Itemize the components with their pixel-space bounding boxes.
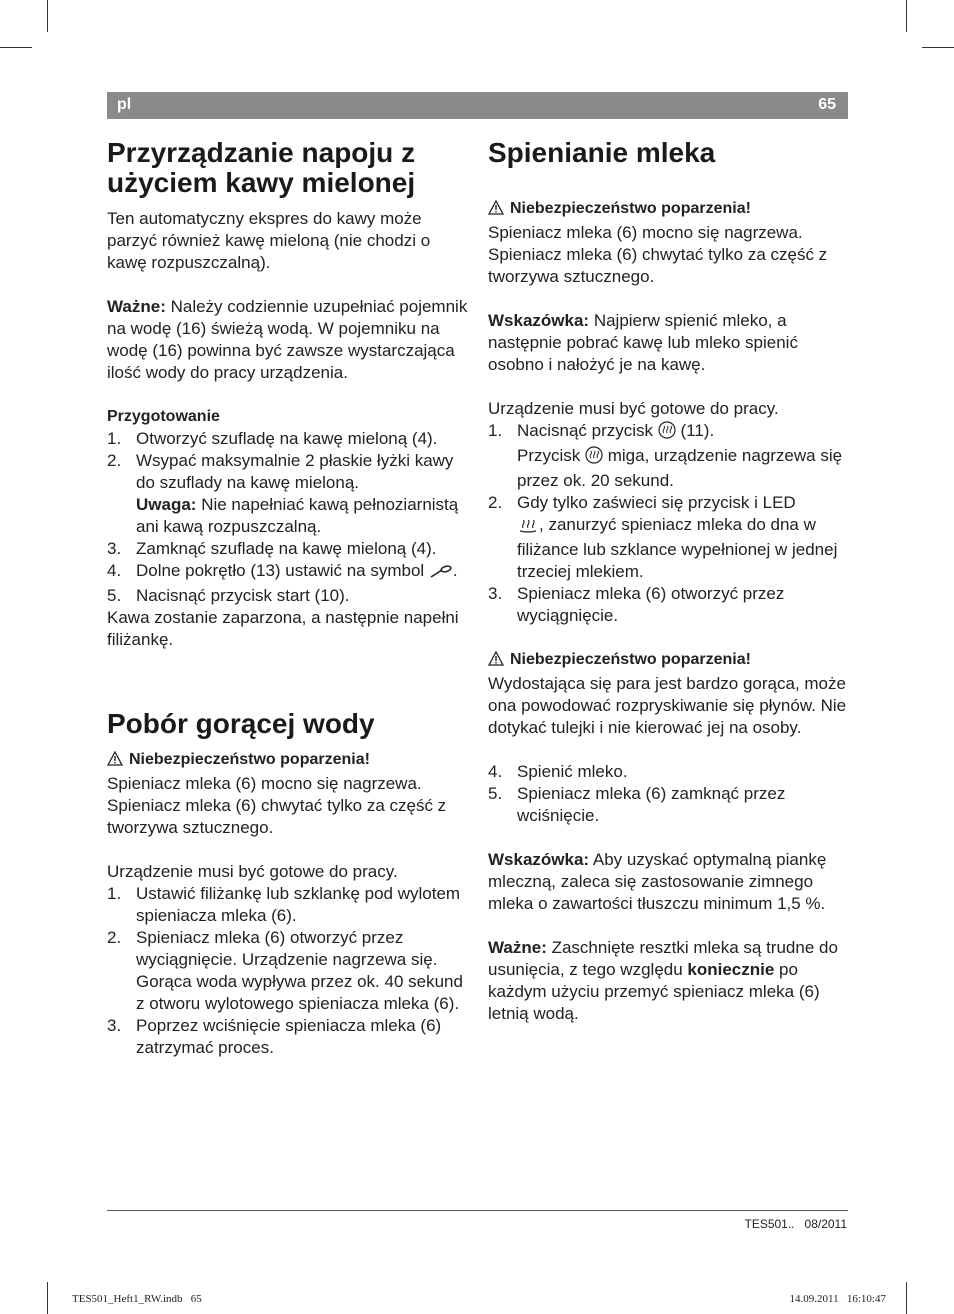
preparation-heading: Przygotowanie <box>107 408 220 425</box>
warning-label: Niebezpieczeństwo poparzenia! <box>129 751 370 768</box>
ready-note: Urządzenie musi być gotowe do pracy. <box>107 862 398 881</box>
section-title-hot-water: Pobór gorącej wody <box>107 708 375 739</box>
list-item <box>107 883 469 927</box>
step-number: 2. <box>107 928 122 947</box>
tip-label: Wskazówka: <box>488 850 590 869</box>
crop-mark <box>922 47 954 48</box>
hot-water-steps <box>107 883 469 1059</box>
milk-froth-steps-continued <box>488 761 850 827</box>
step-text: (11). <box>675 421 715 440</box>
important-text: Należy codziennie uzupełniać pojemnik na wodę (16) świeżą wodą. W pojemniku na wodę (16) powinna być zawsze wystarczająca ilość wody do pracy urządzenia. <box>107 297 468 382</box>
crop-mark <box>0 47 32 48</box>
warning-text: Spieniacz mleka (6) mocno się nagrzewa. Spieniacz mleka (6) chwytać tylko za część z tworzywa sztucznego. <box>488 223 828 286</box>
step-text: Gdy tylko zaświeci się przycisk i LED <box>517 493 796 512</box>
important-text: Zaschnięte resztki mleka są trudne do usunięcia, z tego względu <box>488 938 838 979</box>
list-item <box>107 585 469 607</box>
important-emphasis: koniecznie <box>687 960 775 979</box>
warning-label: Niebezpieczeństwo poparzenia! <box>510 651 751 668</box>
step-number: 1. <box>107 429 122 448</box>
step-text: Spieniacz mleka (6) otworzyć przez wyciągnięcie. <box>517 584 785 625</box>
warning-heading <box>488 198 850 222</box>
caution-text: Nie napełniać kawą pełnoziarnistą ani kawą rozpuszczalną. <box>136 495 459 536</box>
warning-text: Wydostająca się para jest bardzo gorąca, może ona powodować rozpryskiwanie się płynów. Nie dotykać tulejki i nie kierować jej na osoby. <box>488 674 847 737</box>
ready-note: Urządzenie musi być gotowe do pracy. <box>488 399 779 418</box>
step-number: 4. <box>488 762 503 781</box>
step-text: , zanurzyć spieniacz mleka do dna w filiżance lub szklance wypełnionej w jednej trzeciej mlekiem. <box>517 515 838 581</box>
list-item <box>107 428 469 450</box>
step-number: 2. <box>488 493 503 512</box>
steam-button-icon <box>585 446 603 470</box>
step-number: 3. <box>107 1016 122 1035</box>
tip-note <box>488 849 850 915</box>
warning-text: Spieniacz mleka (6) mocno się nagrzewa. Spieniacz mleka (6) chwytać tylko za część z tworzywa sztucznego. <box>107 774 447 837</box>
model-date: TES501.. 08/2011 <box>744 1217 847 1231</box>
important-note <box>107 296 469 384</box>
step-number: 4. <box>107 561 122 580</box>
tip-text: Najpierw spienić mleko, a następnie pobrać kawę lub mleko spienić osobno i nałożyć je na kawę. <box>488 311 798 374</box>
list-item <box>488 492 850 583</box>
step-text: Wsypać maksymalnie 2 płaskie łyżki kawy do szuflady na kawę mieloną. <box>136 451 454 492</box>
crop-mark <box>47 1282 48 1314</box>
list-item <box>107 560 469 585</box>
important-label: Ważne: <box>488 938 547 957</box>
warning-heading <box>107 749 469 773</box>
step-text: Spieniacz mleka (6) otworzyć przez wyciągnięcie. Urządzenie nagrzewa się. Gorąca woda wypływa przez ok. 40 sekund z otworu wylotowego spieniacza mleka (6). <box>136 928 463 1013</box>
section-title-ground-coffee: Przyrządzanie napoju z użyciem kawy mielonej <box>107 137 416 198</box>
step-number: 3. <box>107 539 122 558</box>
left-column <box>107 138 469 1059</box>
important-text: po każdym użyciu przemyć spieniacz mleka (6) letnią wodą. <box>488 960 820 1023</box>
page-number: 65 <box>818 96 836 113</box>
step-text: Dolne pokrętło (13) ustawić na symbol <box>136 561 429 580</box>
step-text: miga, urządzenie nagrzewa się przez ok. 20 sekund. <box>517 446 843 490</box>
caution-label: Uwaga: <box>136 495 197 514</box>
language-code: pl <box>117 96 132 113</box>
step-text: Ustawić filiżankę lub szklankę pod wylotem spieniacza mleka (6). <box>136 884 461 925</box>
step-text: Nacisnąć przycisk <box>517 421 658 440</box>
steam-led-icon <box>517 517 539 539</box>
warning-triangle-icon <box>488 200 504 222</box>
list-item <box>107 927 469 1015</box>
list-item <box>488 783 850 827</box>
footer-rule <box>107 1210 848 1211</box>
step-number: 1. <box>107 884 122 903</box>
crop-mark <box>906 0 907 32</box>
step-number: 1. <box>488 421 503 440</box>
step-text: Spieniacz mleka (6) zamknąć przez wciśnięcie. <box>517 784 786 825</box>
preparation-steps <box>107 428 469 607</box>
step-number: 5. <box>107 586 122 605</box>
warning-triangle-icon <box>107 751 123 773</box>
milk-froth-steps <box>488 420 850 627</box>
page-header-bar <box>107 92 848 119</box>
step-number: 5. <box>488 784 503 803</box>
steam-button-icon <box>658 421 676 445</box>
step-text: Otworzyć szufladę na kawę mieloną (4). <box>136 429 438 448</box>
step-text-end: . <box>452 561 458 580</box>
important-note <box>488 937 850 1025</box>
list-item <box>488 420 850 492</box>
section-title-milk-froth: Spienianie mleka <box>488 137 716 168</box>
list-item <box>107 538 469 560</box>
warning-label: Niebezpieczeństwo poparzenia! <box>510 200 751 217</box>
step-text: Zamknąć szufladę na kawę mieloną (4). <box>136 539 437 558</box>
tip-label: Wskazówka: <box>488 311 590 330</box>
step-text: Poprzez wciśnięcie spieniacza mleka (6) zatrzymać proces. <box>136 1016 442 1057</box>
step-text: Spienić mleko. <box>517 762 628 781</box>
warning-heading <box>488 649 850 673</box>
warning-triangle-icon <box>488 651 504 673</box>
step-number: 3. <box>488 584 503 603</box>
important-label: Ważne: <box>107 297 166 316</box>
list-item <box>107 1015 469 1059</box>
print-timestamp: 14.09.2011 16:10:47 <box>789 1293 886 1305</box>
list-item <box>107 450 469 538</box>
step-number: 2. <box>107 451 122 470</box>
intro-paragraph: Ten automatyczny ekspres do kawy może parzyć również kawę mieloną (nie chodzi o kawę rozpuszczalną). <box>107 209 431 272</box>
outro-paragraph: Kawa zostanie zaparzona, a następnie napełni filiżankę. <box>107 608 459 649</box>
crop-mark <box>906 1282 907 1314</box>
crop-mark <box>47 0 48 32</box>
tip-text: Aby uzyskać optymalną piankę mleczną, zaleca się zastosowanie zimnego mleka o zawartości tłuszczu minimum 1,5 %. <box>488 850 827 913</box>
ground-coffee-spoon-icon <box>429 563 453 585</box>
step-text: Nacisnąć przycisk start (10). <box>136 586 350 605</box>
right-column <box>488 138 850 1025</box>
list-item <box>488 761 850 783</box>
print-file-info: TES501_Heft1_RW.indb 65 <box>72 1293 202 1305</box>
list-item <box>488 583 850 627</box>
tip-note <box>488 310 850 376</box>
step-text: Przycisk <box>517 446 585 465</box>
